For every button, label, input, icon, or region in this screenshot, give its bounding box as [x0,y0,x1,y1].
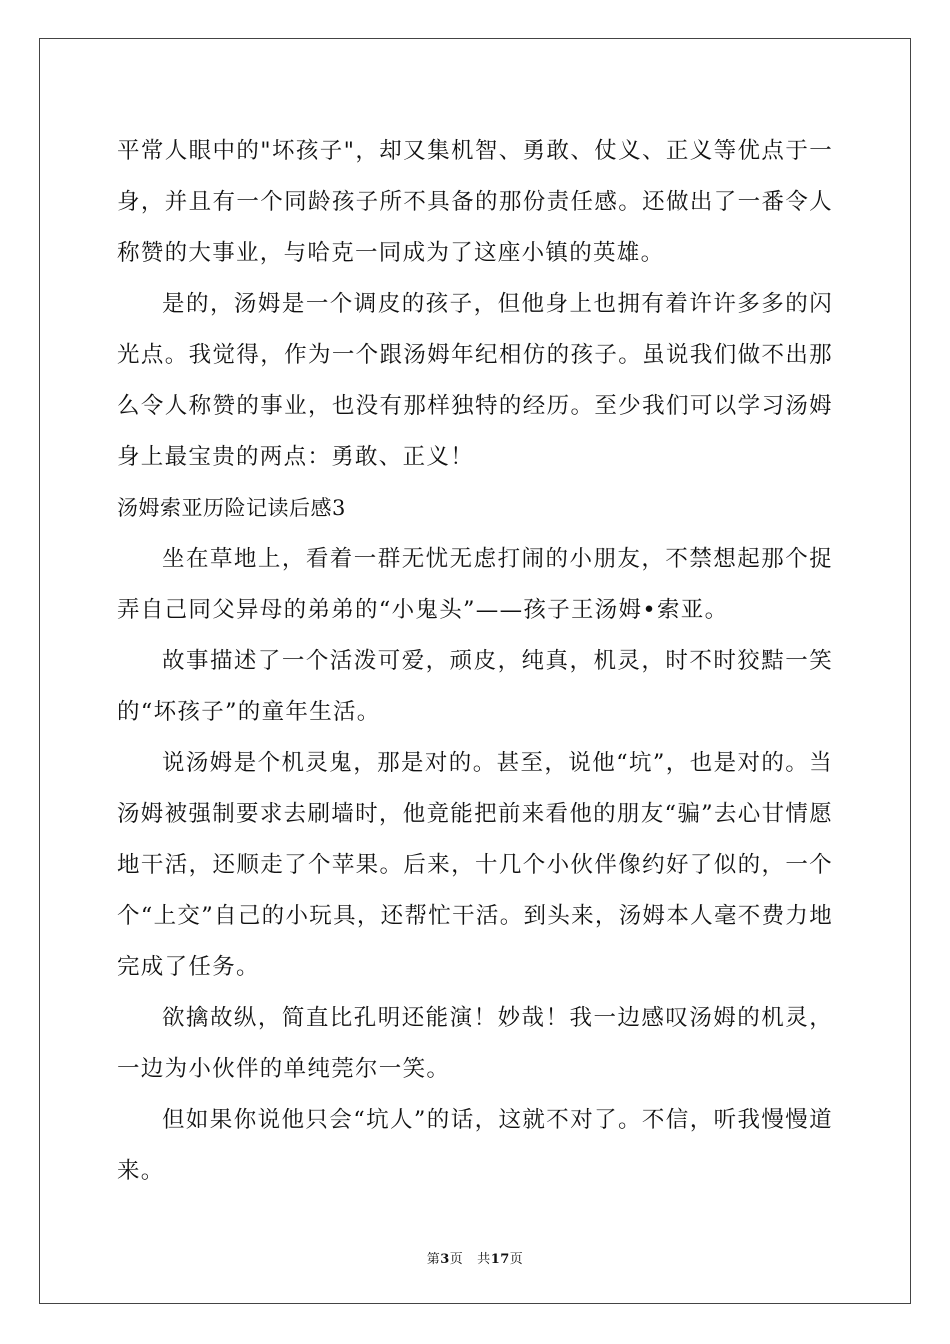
footer-total-prefix: 共 [477,1252,491,1267]
footer-total-pages: 17 [490,1252,510,1267]
page-footer [0,1248,950,1267]
footer-page-number: 3 [440,1252,450,1267]
footer-page-suffix: 页 [449,1252,464,1267]
paragraph: 是的，汤姆是一个调皮的孩子，但他身上也拥有着许许多多的闪光点。我觉得，作为一个跟汤姆年纪相仿的孩子。虽说我们做不出那么令人称赞的事业，也没有那样独特的经历。至少我们可以学习汤姆身上最宝贵的两点：勇敢、正义！ [117,291,833,470]
paragraph: 坐在草地上，看着一群无忧无虑打闹的小朋友，不禁想起那个捉弄自己同父异母的弟弟的“小鬼头”——孩子王汤姆•索亚。 [117,546,833,623]
paragraph-continuation: 平常人眼中的"坏孩子"，却又集机智、勇敢、仗义、正义等优点于一身，并且有一个同龄孩子所不具备的那份责任感。还做出了一番令人称赞的大事业，与哈克一同成为了这座小镇的英雄。 [117,138,833,266]
paragraph: 欲擒故纵，简直比孔明还能演！妙哉！我一边感叹汤姆的机灵，一边为小伙伴的单纯莞尔一笑。 [117,1005,833,1082]
paragraph: 但如果你说他只会“坑人”的话，这就不对了。不信，听我慢慢道来。 [117,1107,833,1184]
footer-total-suffix: 页 [509,1252,524,1267]
paragraph: 说汤姆是个机灵鬼，那是对的。甚至，说他“坑”，也是对的。当汤姆被强制要求去刷墙时，他竟能把前来看他的朋友“骗”去心甘情愿地干活，还顺走了个苹果。后来，十几个小伙伴像约好了似的，一个个“上交”自己的小玩具，还帮忙干活。到头来，汤姆本人毫不费力地完成了任务。 [117,750,833,980]
section-heading: 汤姆索亚历险记读后感3 [117,496,346,520]
document-body [117,126,833,1197]
paragraph: 故事描述了一个活泼可爱，顽皮，纯真，机灵，时不时狡黠一笑的“坏孩子”的童年生活。 [117,648,833,725]
footer-prefix: 第 [426,1252,441,1267]
